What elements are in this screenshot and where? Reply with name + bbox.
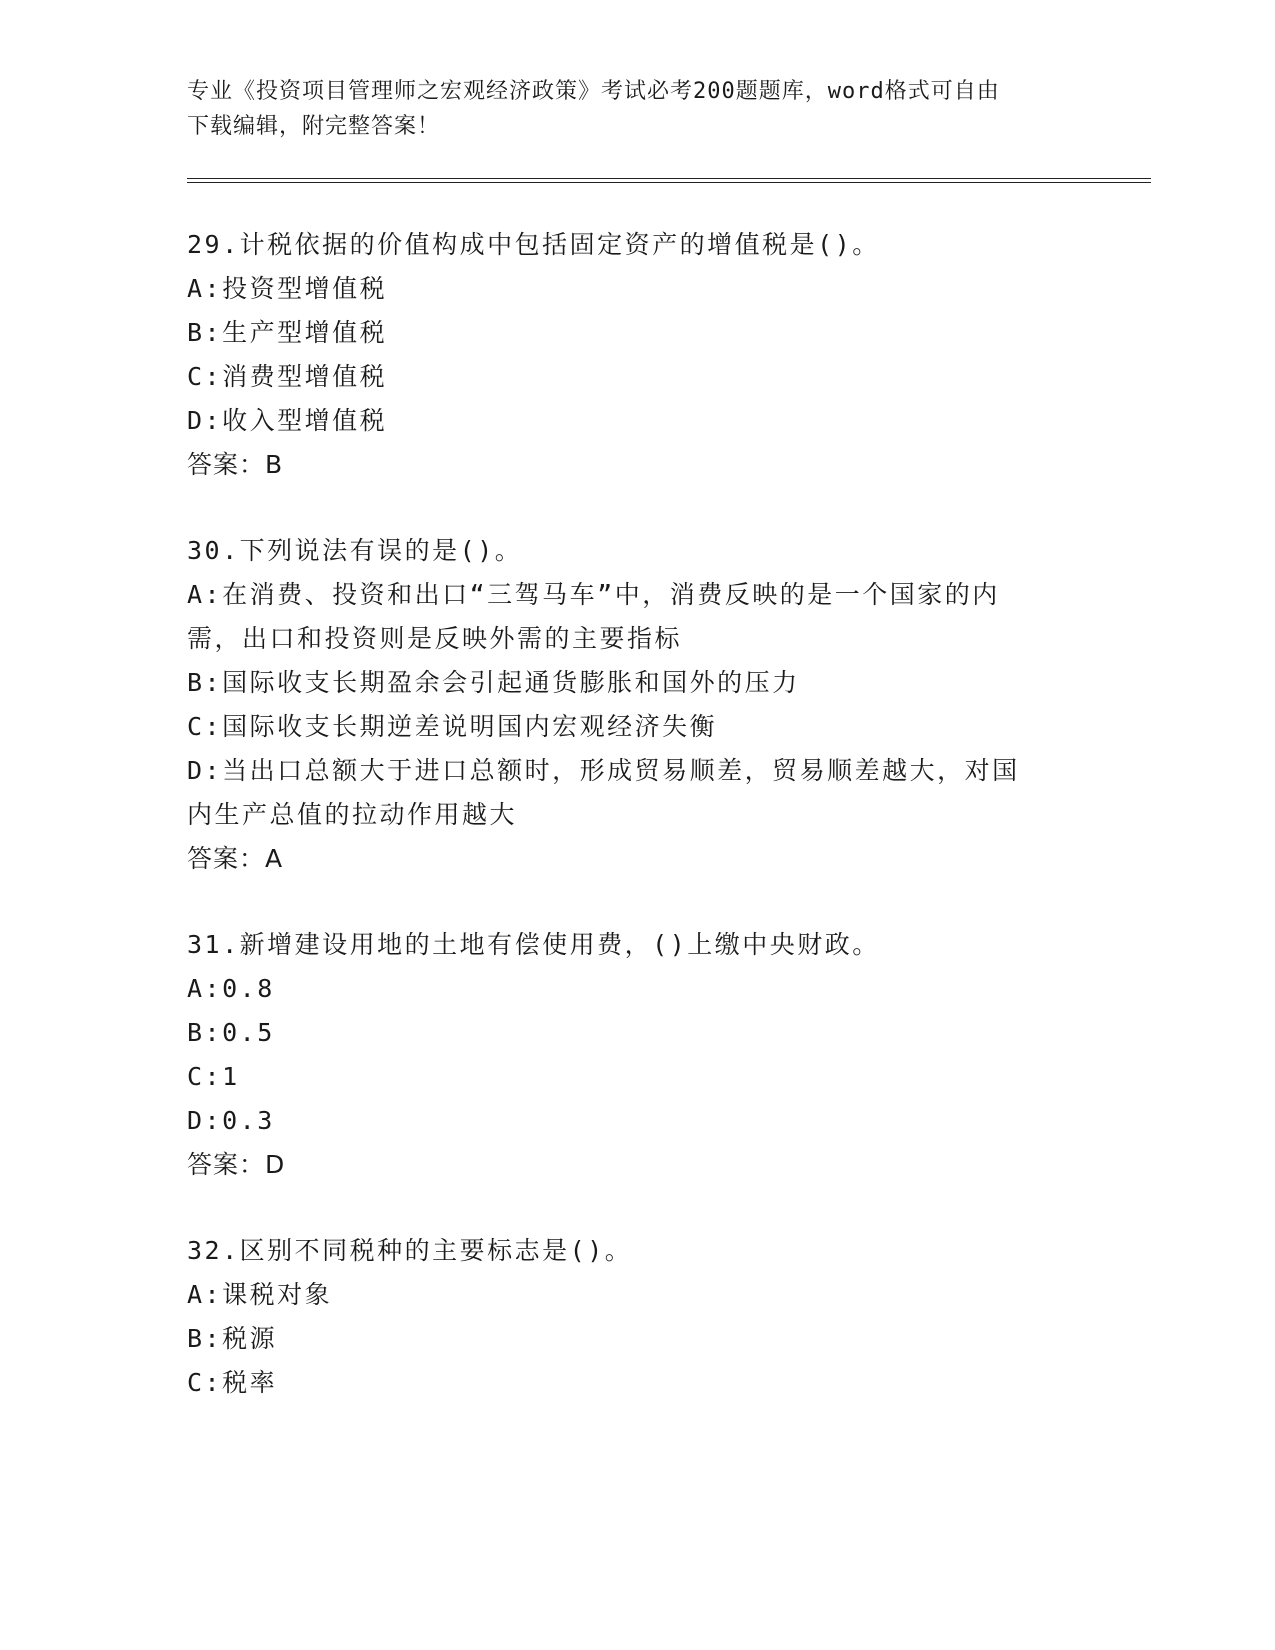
question-30-option-d: D:当出口总额大于进口总额时，形成贸易顺差，贸易顺差越大，对国 <box>187 756 1020 785</box>
question-30-option-c: C:国际收支长期逆差说明国内宏观经济失衡 <box>187 712 718 741</box>
question-30-answer: 答案：A <box>187 844 284 873</box>
question-30-option-d-cont: 内生产总值的拉动作用越大 <box>187 800 518 829</box>
document-header <box>187 74 1067 144</box>
header-divider-top <box>187 178 1151 179</box>
question-29-option-d: D:收入型增值税 <box>187 406 388 435</box>
question-29-option-a: A:投资型增值税 <box>187 274 388 303</box>
question-30-stem: 30.下列说法有误的是()。 <box>187 536 523 565</box>
header-line-2: 下载编辑，附完整答案！ <box>187 114 441 139</box>
question-31-answer: 答案：D <box>187 1150 286 1179</box>
question-31-stem: 31.新增建设用地的土地有偿使用费，()上缴中央财政。 <box>187 930 880 959</box>
question-29-answer: 答案：B <box>187 450 284 479</box>
question-30-option-b: B:国际收支长期盈余会引起通货膨胀和国外的压力 <box>187 668 800 697</box>
question-32-option-a: A:课税对象 <box>187 1280 333 1309</box>
question-31-option-a: A:0.8 <box>187 974 275 1003</box>
question-29-stem: 29.计税依据的价值构成中包括固定资产的增值税是()。 <box>187 230 880 259</box>
question-32-option-c: C:税率 <box>187 1368 278 1397</box>
question-32-stem: 32.区别不同税种的主要标志是()。 <box>187 1236 633 1265</box>
question-31-option-c: C:1 <box>187 1062 240 1091</box>
question-32-option-b: B:税源 <box>187 1324 278 1353</box>
question-29-option-b: B:生产型增值税 <box>187 318 388 347</box>
header-line-1: 专业《投资项目管理师之宏观经济政策》考试必考200题题库，word格式可自由 <box>187 79 1000 104</box>
question-30-option-a: A:在消费、投资和出口“三驾马车”中，消费反映的是一个国家的内 <box>187 580 1000 609</box>
question-31-option-b: B:0.5 <box>187 1018 275 1047</box>
header-divider-bottom <box>187 182 1151 183</box>
question-30-option-a-cont: 需，出口和投资则是反映外需的主要指标 <box>187 624 683 653</box>
question-31-option-d: D:0.3 <box>187 1106 275 1135</box>
question-29-option-c: C:消费型增值税 <box>187 362 388 391</box>
